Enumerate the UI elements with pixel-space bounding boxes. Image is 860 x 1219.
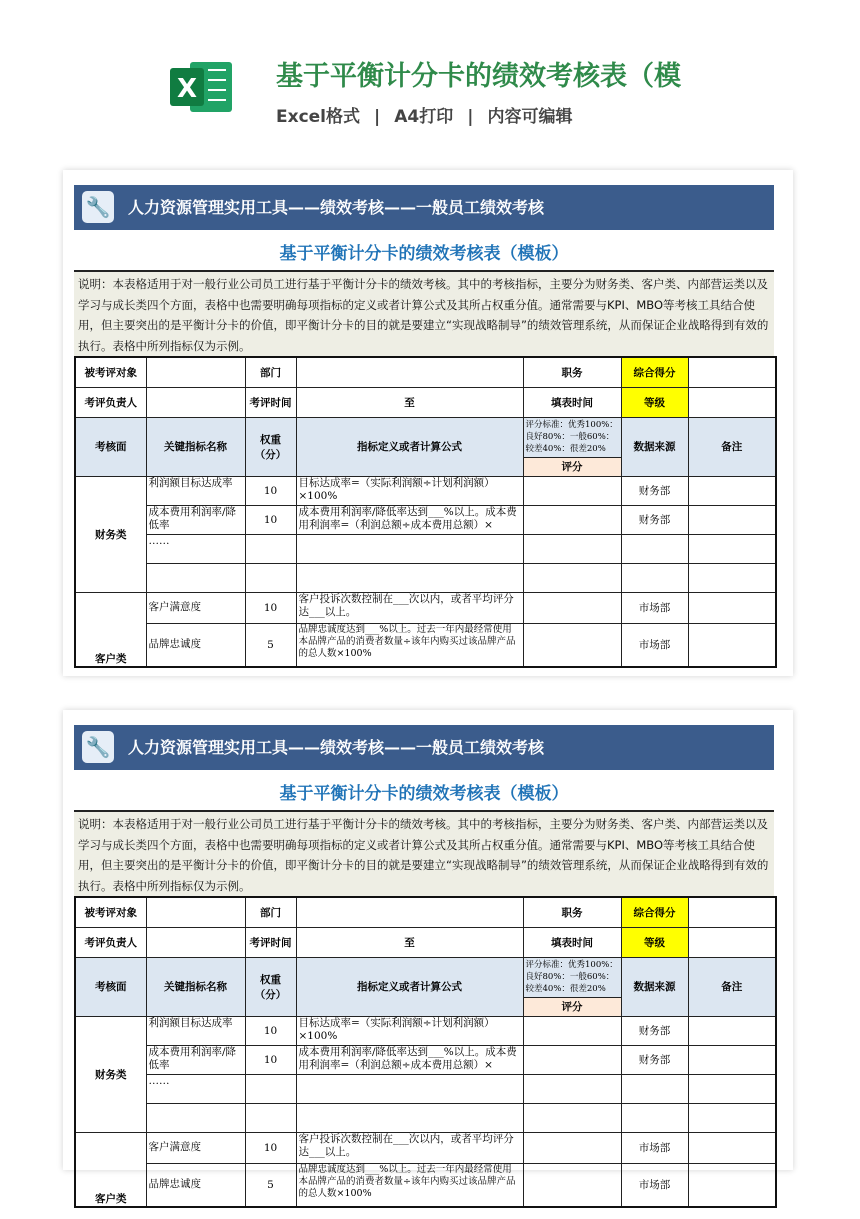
kpi-weight: 10 — [245, 1016, 296, 1045]
kpi-name: 客户满意度 — [146, 1132, 245, 1163]
aspect-finance: 财务类 — [75, 1016, 146, 1132]
remark-field[interactable] — [688, 1132, 776, 1163]
sheet-header: 人力资源管理实用工具——绩效考核——一般员工绩效考核 — [128, 198, 545, 217]
kpi-name: 利润额目标达成率 — [146, 476, 245, 505]
wrench-icon: 🔧 — [82, 191, 114, 223]
sheet-preview — [63, 170, 793, 676]
excel-logo-icon — [168, 56, 234, 118]
kpi-name: 品牌忠诚度 — [146, 623, 245, 667]
rating-field[interactable] — [523, 534, 621, 563]
label-period: 考评时间 — [245, 927, 296, 957]
wrench-icon: 🔧 — [82, 731, 114, 763]
remark-field[interactable] — [688, 1074, 776, 1103]
reviewer-field[interactable] — [146, 387, 245, 417]
kpi-source: 财务部 — [621, 1016, 688, 1045]
sheet-header: 人力资源管理实用工具——绩效考核——一般员工绩效考核 — [128, 738, 545, 757]
kpi-source: 市场部 — [621, 1163, 688, 1207]
label-dept: 部门 — [245, 897, 296, 927]
kpi-weight: 10 — [245, 505, 296, 534]
kpi-name: …… — [146, 534, 245, 563]
reviewer-field[interactable] — [146, 927, 245, 957]
svg-text:X: X — [176, 74, 198, 104]
rating-field[interactable] — [523, 1132, 621, 1163]
label-subject: 被考评对象 — [75, 357, 146, 387]
col-source: 数据来源 — [621, 957, 688, 1016]
aspect-customer: 客户类 — [75, 592, 146, 667]
remark-field[interactable] — [688, 1016, 776, 1045]
assessment-table — [74, 356, 777, 668]
kpi-name: 成本费用利润率/降低率 — [146, 1045, 245, 1074]
kpi-source: 市场部 — [621, 1132, 688, 1163]
kpi-name: 品牌忠诚度 — [146, 1163, 245, 1207]
rating-field[interactable] — [523, 623, 621, 667]
label-period: 考评时间 — [245, 387, 296, 417]
label-score: 综合得分 — [621, 357, 688, 387]
kpi-weight: 5 — [245, 1163, 296, 1207]
col-standard: 评分标准：优秀100%：良好80%：一般60%：较差40%：很差20% — [523, 957, 621, 997]
dept-field[interactable] — [296, 357, 523, 387]
kpi-name: …… — [146, 1074, 245, 1103]
dept-field[interactable] — [296, 897, 523, 927]
kpi-source: 财务部 — [621, 505, 688, 534]
kpi-formula: 目标达成率=（实际利润额÷计划利润额）×100% — [296, 476, 523, 505]
score-field[interactable] — [688, 357, 776, 387]
col-aspect: 考核面 — [75, 417, 146, 476]
kpi-name: 客户满意度 — [146, 592, 245, 623]
kpi-source: 市场部 — [621, 623, 688, 667]
label-subject: 被考评对象 — [75, 897, 146, 927]
period-to[interactable]: 至 — [296, 387, 523, 417]
remark-field[interactable] — [688, 563, 776, 592]
col-rating: 评分 — [523, 997, 621, 1016]
kpi-formula: 目标达成率=（实际利润额÷计划利润额）×100% — [296, 1016, 523, 1045]
kpi-formula: 成本费用利润率/降低率达到___%以上。成本费用利润率=（利润总额÷成本费用总额）× — [296, 505, 523, 534]
subject-field[interactable] — [146, 897, 245, 927]
col-weight: 权重（分） — [245, 417, 296, 476]
kpi-source: 财务部 — [621, 476, 688, 505]
tag-sep: | — [374, 107, 381, 127]
col-kpi: 关键指标名称 — [146, 957, 245, 1016]
kpi-name: 成本费用利润率/降低率 — [146, 505, 245, 534]
remark-field[interactable] — [688, 1045, 776, 1074]
aspect-finance: 财务类 — [75, 476, 146, 592]
col-aspect: 考核面 — [75, 957, 146, 1016]
label-filldate: 填表时间 — [523, 927, 621, 957]
kpi-formula: 品牌忠诚度达到___%以上。过去一年内最经常使用本品牌产品的消费者数量÷该年内购买过该品牌产品的总人数×100% — [296, 1163, 523, 1207]
tag-print: A4打印 — [394, 107, 454, 127]
tag-format: Excel格式 — [276, 107, 361, 127]
assessment-table — [74, 896, 777, 1208]
sheet-preview-2 — [63, 710, 793, 1205]
col-remark: 备注 — [688, 957, 776, 1016]
remark-field[interactable] — [688, 1103, 776, 1132]
label-grade: 等级 — [621, 927, 688, 957]
remark-field[interactable] — [688, 592, 776, 623]
label-grade: 等级 — [621, 387, 688, 417]
col-formula: 指标定义或者计算公式 — [296, 417, 523, 476]
rating-field[interactable] — [523, 592, 621, 623]
rating-field[interactable] — [523, 1074, 621, 1103]
col-formula: 指标定义或者计算公式 — [296, 957, 523, 1016]
kpi-source: 市场部 — [621, 592, 688, 623]
sheet-title: 基于平衡计分卡的绩效考核表（模板） — [74, 240, 774, 272]
col-rating: 评分 — [523, 457, 621, 476]
tag-sep: | — [467, 107, 474, 127]
kpi-weight: 10 — [245, 1132, 296, 1163]
label-position: 职务 — [523, 357, 621, 387]
label-position: 职务 — [523, 897, 621, 927]
rating-field[interactable] — [523, 563, 621, 592]
aspect-customer: 客户类 — [75, 1132, 146, 1207]
sheet-header-bar — [74, 725, 774, 770]
col-standard: 评分标准：优秀100%：良好80%：一般60%：较差40%：很差20% — [523, 417, 621, 457]
kpi-formula: 成本费用利润率/降低率达到___%以上。成本费用利润率=（利润总额÷成本费用总额）× — [296, 1045, 523, 1074]
remark-field[interactable] — [688, 476, 776, 505]
banner-title: 基于平衡计分卡的绩效考核表（模 — [276, 61, 681, 92]
sheet-header-bar — [74, 185, 774, 230]
rating-field[interactable] — [523, 1163, 621, 1207]
kpi-weight: 10 — [245, 1045, 296, 1074]
rating-field[interactable] — [523, 476, 621, 505]
tag-edit: 内容可编辑 — [487, 107, 573, 127]
score-field[interactable] — [688, 897, 776, 927]
col-source: 数据来源 — [621, 417, 688, 476]
col-weight: 权重（分） — [245, 957, 296, 1016]
col-kpi: 关键指标名称 — [146, 417, 245, 476]
kpi-weight: 5 — [245, 623, 296, 667]
kpi-name: 利润额目标达成率 — [146, 1016, 245, 1045]
rating-field[interactable] — [523, 505, 621, 534]
remark-field[interactable] — [688, 1163, 776, 1207]
label-reviewer: 考评负责人 — [75, 927, 146, 957]
label-reviewer: 考评负责人 — [75, 387, 146, 417]
remark-field[interactable] — [688, 534, 776, 563]
sheet-description: 说明：本表格适用于对一般行业公司员工进行基于平衡计分卡的绩效考核。其中的考核指标，主要分为财务类、客户类、内部营运类以及学习与成长类四个方面，表格中也需要明确每项指标的定义或者计算公式及其所占权重分值。通常需要与KPI、MBO等考核工具结合使用，但主要突出的是平衡计分卡的价值，即平衡计分卡的目的就是要建立“实现战略制导”的绩效管理系统，从而保证企业战略得到有效的执行。表格中所列指标仅为示例。 — [74, 812, 774, 896]
period-to[interactable]: 至 — [296, 927, 523, 957]
kpi-formula: 品牌忠诚度达到___%以上。过去一年内最经常使用本品牌产品的消费者数量÷该年内购买过该品牌产品的总人数×100% — [296, 623, 523, 667]
grade-field[interactable] — [688, 927, 776, 957]
banner-tags — [276, 102, 586, 127]
col-remark: 备注 — [688, 417, 776, 476]
rating-field[interactable] — [523, 1045, 621, 1074]
sheet-title: 基于平衡计分卡的绩效考核表（模板） — [74, 780, 774, 812]
rating-field[interactable] — [523, 1103, 621, 1132]
label-score: 综合得分 — [621, 897, 688, 927]
kpi-weight: 10 — [245, 476, 296, 505]
remark-field[interactable] — [688, 505, 776, 534]
grade-field[interactable] — [688, 387, 776, 417]
label-filldate: 填表时间 — [523, 387, 621, 417]
kpi-weight: 10 — [245, 592, 296, 623]
kpi-formula: 客户投诉次数控制在___次以内，或者平均评分达___以上。 — [296, 592, 523, 623]
kpi-formula: 客户投诉次数控制在___次以内，或者平均评分达___以上。 — [296, 1132, 523, 1163]
subject-field[interactable] — [146, 357, 245, 387]
rating-field[interactable] — [523, 1016, 621, 1045]
kpi-source: 财务部 — [621, 1045, 688, 1074]
label-dept: 部门 — [245, 357, 296, 387]
remark-field[interactable] — [688, 623, 776, 667]
sheet-description: 说明：本表格适用于对一般行业公司员工进行基于平衡计分卡的绩效考核。其中的考核指标，主要分为财务类、客户类、内部营运类以及学习与成长类四个方面，表格中也需要明确每项指标的定义或者计算公式及其所占权重分值。通常需要与KPI、MBO等考核工具结合使用，但主要突出的是平衡计分卡的价值，即平衡计分卡的目的就是要建立“实现战略制导”的绩效管理系统，从而保证企业战略得到有效的执行。表格中所列指标仅为示例。 — [74, 272, 774, 356]
